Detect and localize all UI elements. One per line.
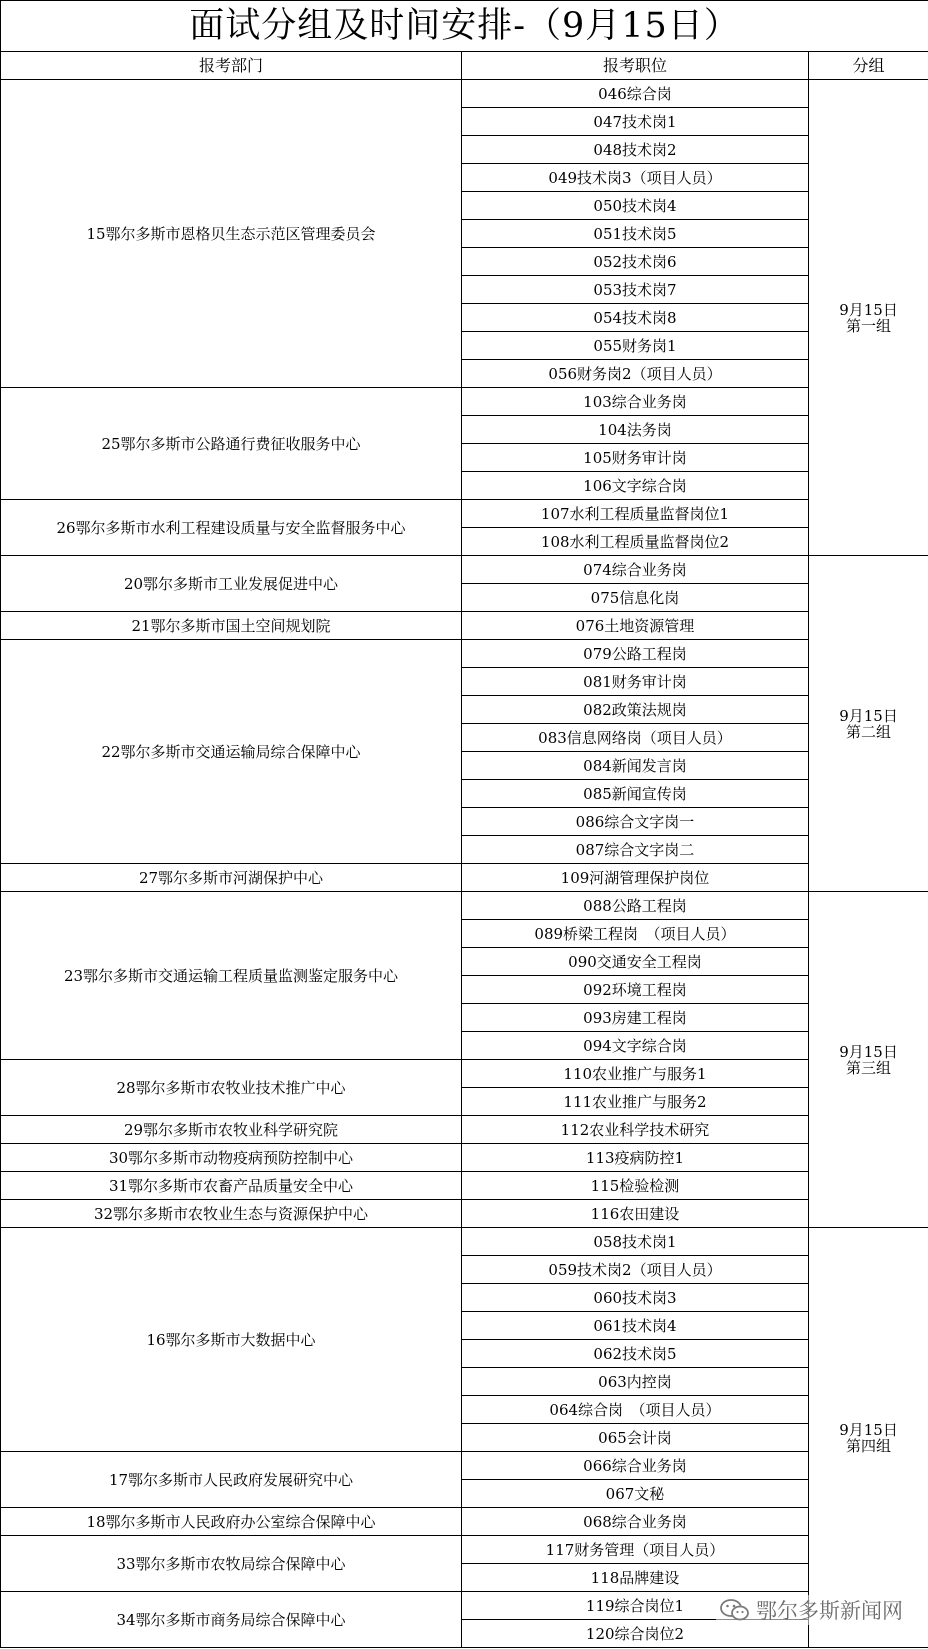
department-cell: 30鄂尔多斯市动物疫病预防控制中心 — [1, 1144, 462, 1172]
group-date: 9月15日 — [839, 1042, 898, 1061]
table-row — [1, 500, 928, 528]
schedule-body — [1, 1, 928, 1648]
position-cell: 082政策法规岗 — [462, 696, 809, 724]
position-cell: 074综合业务岗 — [462, 556, 809, 584]
position-cell: 094文字综合岗 — [462, 1032, 809, 1060]
position-cell: 046综合岗 — [462, 80, 809, 108]
position-cell: 075信息化岗 — [462, 584, 809, 612]
position-cell: 086综合文字岗一 — [462, 808, 809, 836]
position-cell: 068综合业务岗 — [462, 1508, 809, 1536]
position-cell: 106文字综合岗 — [462, 472, 809, 500]
header-department: 报考部门 — [1, 52, 462, 80]
table-row — [1, 1228, 928, 1256]
department-cell: 27鄂尔多斯市河湖保护中心 — [1, 864, 462, 892]
department-cell: 15鄂尔多斯市恩格贝生态示范区管理委员会 — [1, 80, 462, 388]
position-cell: 056财务岗2（项目人员） — [462, 360, 809, 388]
group-date: 9月15日 — [839, 706, 898, 725]
page-title: 面试分组及时间安排-（9月15日） — [1, 1, 928, 52]
group-name: 第一组 — [846, 316, 892, 335]
position-cell: 108水利工程质量监督岗位2 — [462, 528, 809, 556]
position-cell: 055财务岗1 — [462, 332, 809, 360]
position-cell: 103综合业务岗 — [462, 388, 809, 416]
table-row — [1, 556, 928, 584]
header-position: 报考职位 — [462, 52, 809, 80]
department-cell: 25鄂尔多斯市公路通行费征收服务中心 — [1, 388, 462, 500]
position-cell: 090交通安全工程岗 — [462, 948, 809, 976]
table-row — [1, 1536, 928, 1564]
table-row — [1, 1200, 928, 1228]
position-cell: 085新闻宣传岗 — [462, 780, 809, 808]
position-cell: 116农田建设 — [462, 1200, 809, 1228]
position-cell: 060技术岗3 — [462, 1284, 809, 1312]
group-cell — [809, 892, 928, 1228]
department-cell: 18鄂尔多斯市人民政府办公室综合保障中心 — [1, 1508, 462, 1536]
group-cell — [809, 1228, 928, 1648]
position-cell: 047技术岗1 — [462, 108, 809, 136]
position-cell: 053技术岗7 — [462, 276, 809, 304]
department-cell: 21鄂尔多斯市国土空间规划院 — [1, 612, 462, 640]
wechat-icon — [720, 1598, 750, 1622]
position-cell: 076土地资源管理 — [462, 612, 809, 640]
position-cell: 120综合岗位2 — [462, 1620, 809, 1648]
watermark — [716, 1595, 907, 1625]
position-cell: 104法务岗 — [462, 416, 809, 444]
table-row — [1, 640, 928, 668]
table-row — [1, 1452, 928, 1480]
position-cell: 110农业推广与服务1 — [462, 1060, 809, 1088]
header-group: 分组 — [809, 52, 928, 80]
position-cell: 081财务审计岗 — [462, 668, 809, 696]
position-cell: 064综合岗 （项目人员） — [462, 1396, 809, 1424]
table-row — [1, 864, 928, 892]
position-cell: 117财务管理（项目人员） — [462, 1536, 809, 1564]
table-row — [1, 1116, 928, 1144]
group-name: 第二组 — [846, 722, 892, 741]
position-cell: 083信息网络岗（项目人员） — [462, 724, 809, 752]
group-cell — [809, 80, 928, 556]
department-cell: 33鄂尔多斯市农牧局综合保障中心 — [1, 1536, 462, 1592]
department-cell: 23鄂尔多斯市交通运输工程质量监测鉴定服务中心 — [1, 892, 462, 1060]
position-cell: 084新闻发言岗 — [462, 752, 809, 780]
position-cell: 115检验检测 — [462, 1172, 809, 1200]
group-cell — [809, 556, 928, 892]
position-cell: 065会计岗 — [462, 1424, 809, 1452]
position-cell: 052技术岗6 — [462, 248, 809, 276]
group-name: 第四组 — [846, 1436, 892, 1455]
position-cell: 066综合业务岗 — [462, 1452, 809, 1480]
department-cell: 17鄂尔多斯市人民政府发展研究中心 — [1, 1452, 462, 1508]
position-cell: 051技术岗5 — [462, 220, 809, 248]
department-cell: 16鄂尔多斯市大数据中心 — [1, 1228, 462, 1452]
department-cell: 22鄂尔多斯市交通运输局综合保障中心 — [1, 640, 462, 864]
department-cell: 34鄂尔多斯市商务局综合保障中心 — [1, 1592, 462, 1648]
table-row — [1, 1508, 928, 1536]
table-row — [1, 80, 928, 108]
position-cell: 107水利工程质量监督岗位1 — [462, 500, 809, 528]
position-cell: 119综合岗位1 — [462, 1592, 809, 1620]
position-cell: 063内控岗 — [462, 1368, 809, 1396]
position-cell: 067文秘 — [462, 1480, 809, 1508]
position-cell: 109河湖管理保护岗位 — [462, 864, 809, 892]
position-cell: 088公路工程岗 — [462, 892, 809, 920]
group-name: 第三组 — [846, 1058, 892, 1077]
position-cell: 093房建工程岗 — [462, 1004, 809, 1032]
position-cell: 113疫病防控1 — [462, 1144, 809, 1172]
position-cell: 111农业推广与服务2 — [462, 1088, 809, 1116]
watermark-text: 鄂尔多斯新闻网 — [756, 1599, 903, 1623]
table-row — [1, 612, 928, 640]
position-cell: 054技术岗8 — [462, 304, 809, 332]
department-cell: 28鄂尔多斯市农牧业技术推广中心 — [1, 1060, 462, 1116]
position-cell: 118品牌建设 — [462, 1564, 809, 1592]
position-cell: 059技术岗2（项目人员） — [462, 1256, 809, 1284]
position-cell: 049技术岗3（项目人员） — [462, 164, 809, 192]
table-row — [1, 388, 928, 416]
position-cell: 087综合文字岗二 — [462, 836, 809, 864]
position-cell: 089桥梁工程岗 （项目人员） — [462, 920, 809, 948]
header-row — [1, 52, 928, 80]
table-row — [1, 1144, 928, 1172]
department-cell: 29鄂尔多斯市农牧业科学研究院 — [1, 1116, 462, 1144]
group-date: 9月15日 — [839, 300, 898, 319]
position-cell: 058技术岗1 — [462, 1228, 809, 1256]
table-row — [1, 1172, 928, 1200]
table-row — [1, 1060, 928, 1088]
department-cell: 20鄂尔多斯市工业发展促进中心 — [1, 556, 462, 612]
department-cell: 32鄂尔多斯市农牧业生态与资源保护中心 — [1, 1200, 462, 1228]
position-cell: 062技术岗5 — [462, 1340, 809, 1368]
group-date: 9月15日 — [839, 1420, 898, 1439]
position-cell: 112农业科学技术研究 — [462, 1116, 809, 1144]
department-cell: 31鄂尔多斯市农畜产品质量安全中心 — [1, 1172, 462, 1200]
table-row — [1, 892, 928, 920]
position-cell: 105财务审计岗 — [462, 444, 809, 472]
position-cell: 048技术岗2 — [462, 136, 809, 164]
title-row — [1, 1, 928, 52]
position-cell: 079公路工程岗 — [462, 640, 809, 668]
position-cell: 092环境工程岗 — [462, 976, 809, 1004]
position-cell: 050技术岗4 — [462, 192, 809, 220]
department-cell: 26鄂尔多斯市水利工程建设质量与安全监督服务中心 — [1, 500, 462, 556]
position-cell: 061技术岗4 — [462, 1312, 809, 1340]
